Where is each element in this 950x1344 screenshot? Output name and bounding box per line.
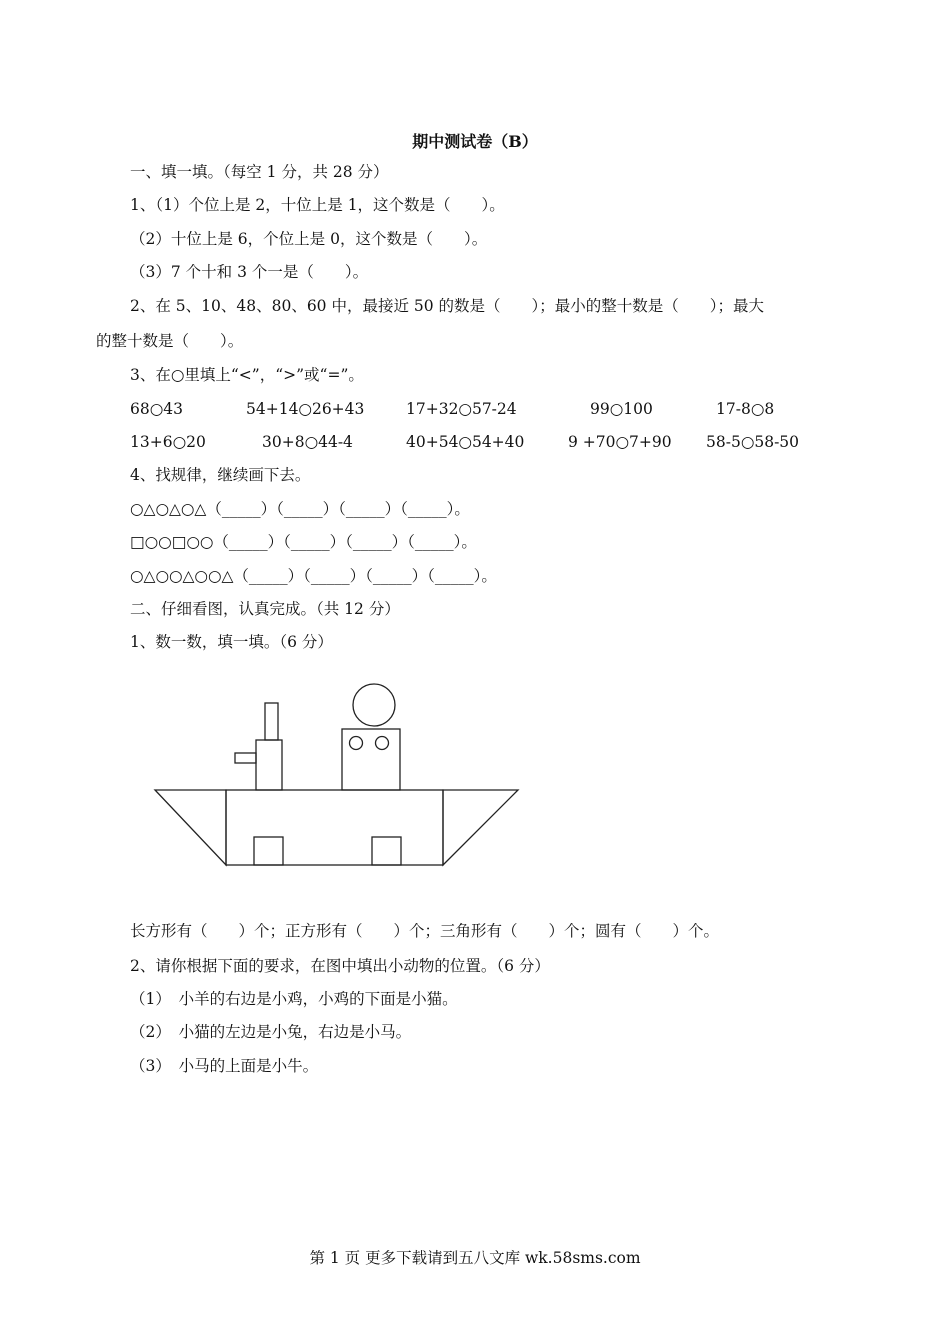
section2-question-1-heading: 1、数一数，填一填。（6 分） [130,633,333,651]
left-triangle [155,790,226,865]
right-triangle [443,790,518,865]
section2-question-2-heading: 2、请你根据下面的要求，在图中填出小动物的位置。（6 分） [130,957,550,975]
compare-item: 30+8○44-4 [262,433,353,451]
section2-heading: 二、仔细看图，认真完成。（共 12 分） [130,600,400,618]
side-rect [235,753,256,763]
page-footer: 第 1 页 更多下载请到五八文库 wk.58sms.com [309,1249,641,1267]
question-1-2: （2）十位上是 6，个位上是 0，这个数是（ ）。 [130,230,488,248]
robot-body-rect [342,729,400,790]
compare-item: 54+14○26+43 [246,400,365,418]
compare-item: 13+6○20 [130,433,206,451]
right-eye-circle [376,737,389,750]
question-2-line1: 2、在 5、10、48、80、60 中，最接近 50 的数是（ ）；最小的整十数是（ ）；最大 [130,297,765,315]
left-eye-circle [350,737,363,750]
compare-item: 40+54○54+40 [406,433,525,451]
pattern-row-2: □○○□○○（_____）（_____）（_____）（_____）。 [130,533,477,551]
requirement-item: （1） 小羊的右边是小鸡，小鸡的下面是小猫。 [130,990,458,1008]
compare-item: 99○100 [590,400,653,418]
boat-figure [150,680,525,875]
compare-item: 17-8○8 [716,400,775,418]
head-circle [353,684,395,726]
left-window-square [254,837,283,865]
question-2-line2: 的整十数是（ ）。 [96,332,244,350]
pattern-row-1: ○△○△○△（_____）（_____）（_____）（_____）。 [130,500,470,518]
question-4-heading: 4、找规律，继续画下去。 [130,466,311,484]
requirement-item: （3） 小马的上面是小牛。 [130,1057,319,1075]
requirement-item: （2） 小猫的左边是小兔，右边是小马。 [130,1023,412,1041]
page-title: 期中测试卷（B） [412,132,538,151]
chimney-rect [265,703,278,740]
question-1-3: （3）7 个十和 3 个一是（ ）。 [130,263,369,281]
pattern-row-3: ○△○○△○○△（_____）（_____）（_____）（_____）。 [130,567,497,585]
right-window-square [372,837,401,865]
section1-heading: 一、填一填。（每空 1 分，共 28 分） [130,163,389,181]
hull-rect [226,790,443,865]
compare-item: 9 +70○7+90 [568,433,672,451]
question-1-1: 1、（1）个位上是 2，十位上是 1，这个数是（ ）。 [130,196,505,214]
compare-item: 58-5○58-50 [706,433,800,451]
question-3-heading: 3、在○里填上“<”，“>”或“=”。 [130,366,364,384]
shape-count-answer: 长方形有（ ）个；正方形有（ ）个；三角形有（ ）个；圆有（ ）个。 [130,922,720,940]
compare-item: 68○43 [130,400,183,418]
cabin-rect [256,740,282,790]
compare-item: 17+32○57-24 [406,400,517,418]
